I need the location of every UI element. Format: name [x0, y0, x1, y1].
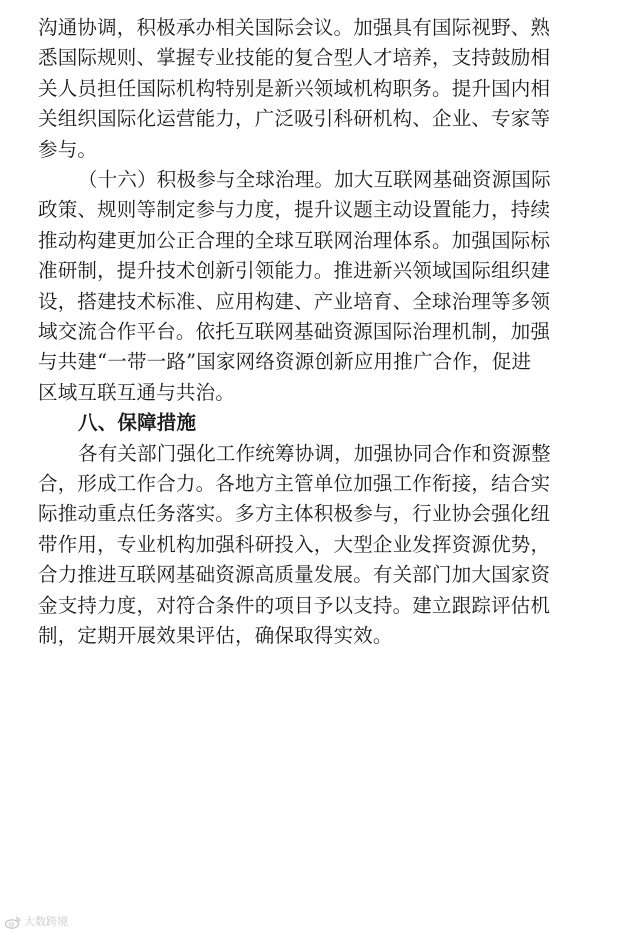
- text-line: 设，搭建技术标准、应用构建、产业培育、全球治理等多领: [38, 289, 551, 313]
- text-line: 政策、规则等制定参与力度，提升议题主动设置能力，持续: [38, 198, 551, 222]
- text-line: 推动构建更加公正合理的全球互联网治理体系。加强国际标: [38, 228, 551, 252]
- section-heading: 八、保障措施: [78, 411, 197, 435]
- text-line: 制，定期开展效果评估，确保取得实效。: [38, 624, 393, 647]
- footer-watermark: [0, 909, 619, 935]
- text-line: 参与。: [38, 137, 98, 161]
- text-line: 带作用，专业机构加强科研投入，大型企业发挥资源优势，: [38, 532, 551, 556]
- text-line: 合，形成工作合力。各地方主管单位加强工作衔接，结合实: [38, 472, 551, 495]
- text-line: 准研制，提升技术创新引领能力。推进新兴领域国际组织建: [38, 259, 551, 283]
- weibo-icon: [4, 915, 22, 929]
- text-line: 金支持力度，对符合条件的项目予以支持。建立跟踪评估机: [38, 593, 551, 617]
- watermark-text: 大数跨境: [24, 915, 68, 928]
- text-line: 悉国际规则、掌握专业技能的复合型人才培养，支持鼓励相: [38, 46, 551, 70]
- text-line: 区域互联互通与共治。: [38, 380, 236, 404]
- text-line: 关人员担任国际机构特别是新兴领域机构职务。提升国内相: [38, 76, 551, 100]
- text-line: 合力推进互联网基础资源高质量发展。有关部门加大国家资: [38, 563, 551, 587]
- text-line: 与共建“一带一路”国家网络资源创新应用推广合作，促进: [38, 350, 532, 374]
- text-line: （十六）积极参与全球治理。加大互联网基础资源国际: [78, 168, 551, 191]
- text-line: 际推动重点任务落实。多方主体积极参与，行业协会强化纽: [38, 502, 551, 526]
- text-line: 各有关部门强化工作统筹协调，加强协同合作和资源整: [78, 441, 551, 465]
- text-line: 沟通协调，积极承办相关国际会议。加强具有国际视野、熟: [38, 16, 551, 39]
- text-line: 域交流合作平台。依托互联网基础资源国际治理机制，加强: [38, 320, 551, 343]
- watermark: [4, 914, 68, 930]
- text-line: 关组织国际化运营能力，广泛吸引科研机构、企业、专家等: [38, 107, 551, 131]
